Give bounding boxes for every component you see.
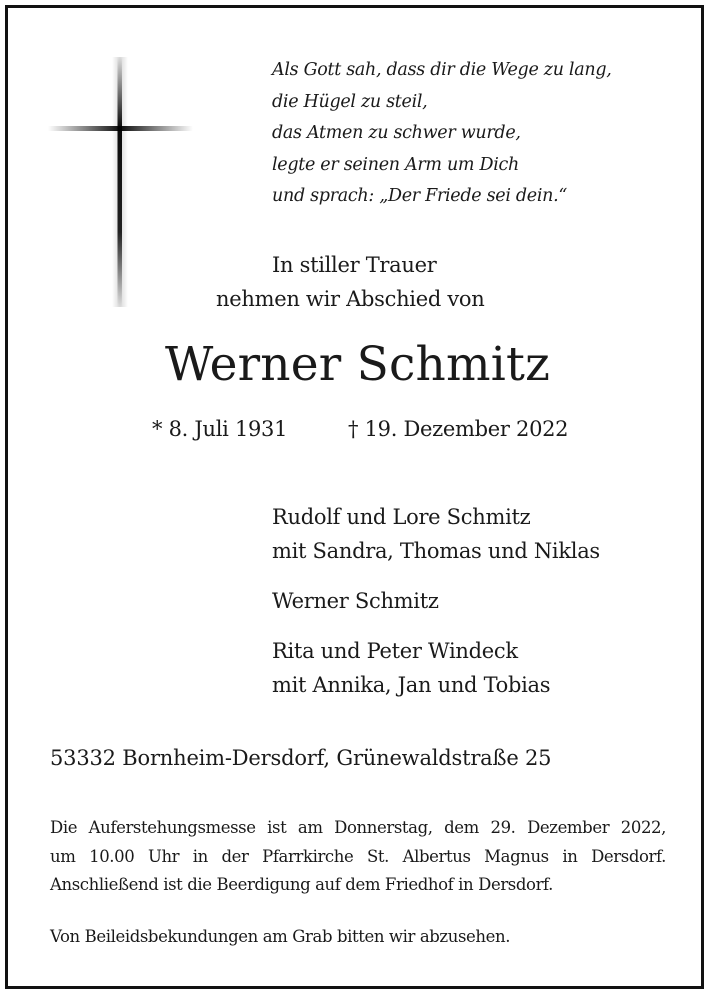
death-date: † 19. Dezember 2022 [348,417,569,441]
deceased-name: Werner Schmitz [164,337,551,392]
service-line: Die Auferstehungsmesse ist am Donnerstag, dem 29. Dezember 2022, [50,818,666,837]
family-list [272,500,600,718]
family-line: Rudolf und Lore Schmitz [272,505,531,529]
family-group [272,634,600,702]
family-line: mit Sandra, Thomas und Niklas [272,539,600,563]
poem-line: Als Gott sah, dass dir die Wege zu lang, [272,60,612,80]
poem-line: legte er seinen Arm um Dich [272,154,519,175]
family-line: Rita und Peter Windeck [272,639,518,663]
intro-line-2: nehmen wir Abschied von [216,287,485,311]
poem [272,55,612,213]
service-info [50,814,666,900]
family-line: Werner Schmitz [272,589,439,613]
family-group [272,584,600,618]
poem-line: und sprach: „Der Friede sei dein.“ [272,186,568,206]
address: 53332 Bornheim-Dersdorf, Grünewaldstraße 25 [50,746,552,770]
poem-line: das Atmen zu schwer wurde, [272,123,521,143]
service-line: Anschließend ist die Beerdigung auf dem Friedhof in Dersdorf. [50,875,554,894]
cross-icon [48,57,193,307]
family-group [272,500,600,568]
birth-date: * 8. Juli 1931 [152,417,288,441]
poem-line: die Hügel zu steil, [272,91,428,112]
intro-line-1: In stiller Trauer [272,253,437,277]
family-line: mit Annika, Jan und Tobias [272,673,551,697]
service-line: um 10.00 Uhr in der Pfarrkirche St. Albertus Magnus in Dersdorf. [50,846,666,866]
condolence-note: Von Beileidsbekundungen am Grab bitten wir abzusehen. [50,927,511,946]
